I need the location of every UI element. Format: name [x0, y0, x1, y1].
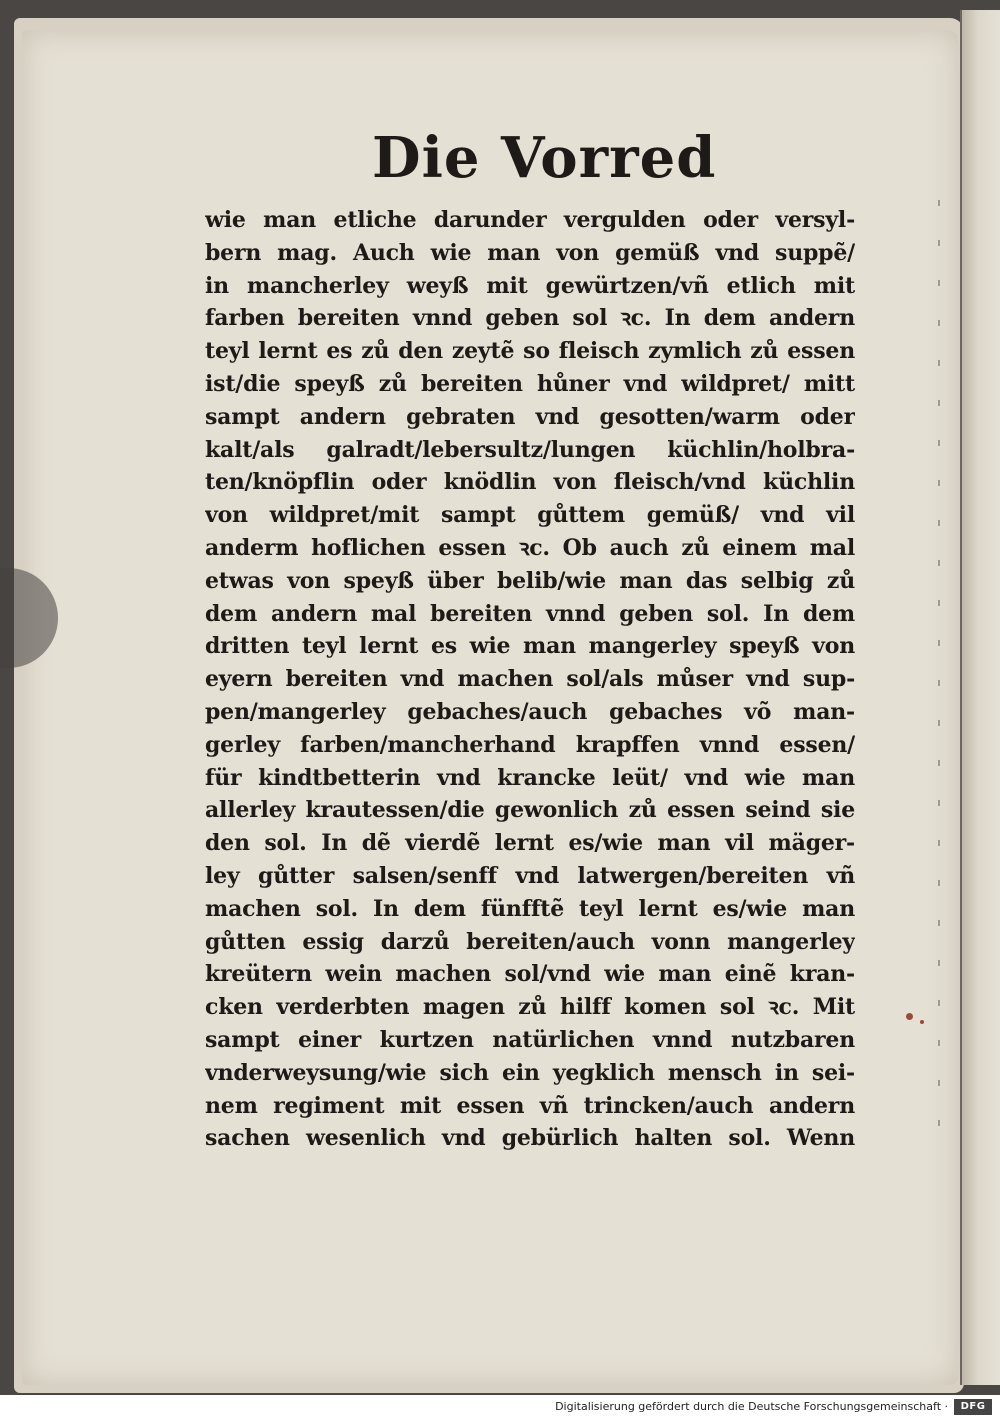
text-line: ten/knöpflin oder knödlin von fleisch/vnd küchlin [205, 469, 855, 496]
text-line: teyl lernt es zů den zeytẽ so fleisch zymlich zů essen [205, 338, 855, 365]
text-line: bern mag. Auch wie man von gemüß vnd suppẽ/ [205, 239, 855, 266]
digitization-credit: Digitalisierung gefördert durch die Deutsche Forschungsgemeinschaft · [555, 1400, 948, 1413]
dfg-logo: DFG [954, 1399, 992, 1415]
facing-page-edge [962, 10, 1000, 1385]
text-line: ist/die speyß zů bereiten hůner vnd wildpret/ mitt [205, 370, 855, 397]
text-line: cken verderbten magen zů hilff komen sol ꝛc. Mit [205, 994, 855, 1021]
page-heading: Die Vorred [372, 125, 717, 191]
text-line: kreütern wein machen sol/vnd wie man einẽ kran- [205, 961, 855, 988]
ink-spot [906, 1013, 913, 1020]
text-line: von wildpret/mit sampt gůttem gemüß/ vnd vil [205, 502, 855, 529]
text-line: sachen wesenlich vnd gebürlich halten sol. Wenn [205, 1125, 855, 1152]
text-line: dem andern mal bereiten vnnd geben sol. In dem [205, 600, 855, 627]
body-text-block [205, 204, 855, 1155]
text-line: dritten teyl lernt es wie man mangerley speyß von [205, 633, 855, 660]
text-line: kalt/als galradt/lebersultz/lungen küchlin/holbra- [205, 436, 855, 463]
text-line: allerley krautessen/die gewonlich zů essen seind sie [205, 797, 855, 824]
text-line: etwas von speyß über belib/wie man das selbig zů [205, 567, 855, 594]
text-line: gůtten essig darzů bereiten/auch vonn mangerley [205, 928, 855, 955]
text-line: sampt andern gebraten vnd gesotten/warm oder [205, 403, 855, 430]
text-line: ley gůtter salsen/senff vnd latwergen/bereiten vñ [205, 862, 855, 889]
ink-spot [920, 1020, 924, 1024]
text-line: eyern bereiten vnd machen sol/als můser vnd sup- [205, 666, 855, 693]
text-line: den sol. In dẽ vierdẽ lernt es/wie man vil mäger- [205, 830, 855, 857]
text-line: anderm hoflichen essen ꝛc. Ob auch zů einem mal [205, 534, 855, 561]
text-line: gerley farben/mancherhand krapffen vnnd essen/ [205, 731, 855, 758]
text-line: nem regiment mit essen vñ trincken/auch andern [205, 1092, 855, 1119]
binding-marks [938, 200, 940, 1140]
text-line: für kindtbetterin vnd krancke leüt/ vnd wie man [205, 764, 855, 791]
text-line: farben bereiten vnnd geben sol ꝛc. In dem andern [205, 305, 855, 332]
text-line: pen/mangerley gebaches/auch gebaches võ man- [205, 698, 855, 725]
text-line: sampt einer kurtzen natürlichen vnnd nutzbaren [205, 1026, 855, 1053]
text-line: wie man etliche darunder vergulden oder versyl- [205, 207, 855, 233]
text-line: vnderweysung/wie sich ein yegklich mensch in sei- [205, 1059, 855, 1086]
text-line: machen sol. In dem fünfftẽ teyl lernt es/wie man [205, 895, 855, 922]
text-line: in mancherley weyß mit gewürtzen/vñ etlich mit [205, 272, 855, 299]
